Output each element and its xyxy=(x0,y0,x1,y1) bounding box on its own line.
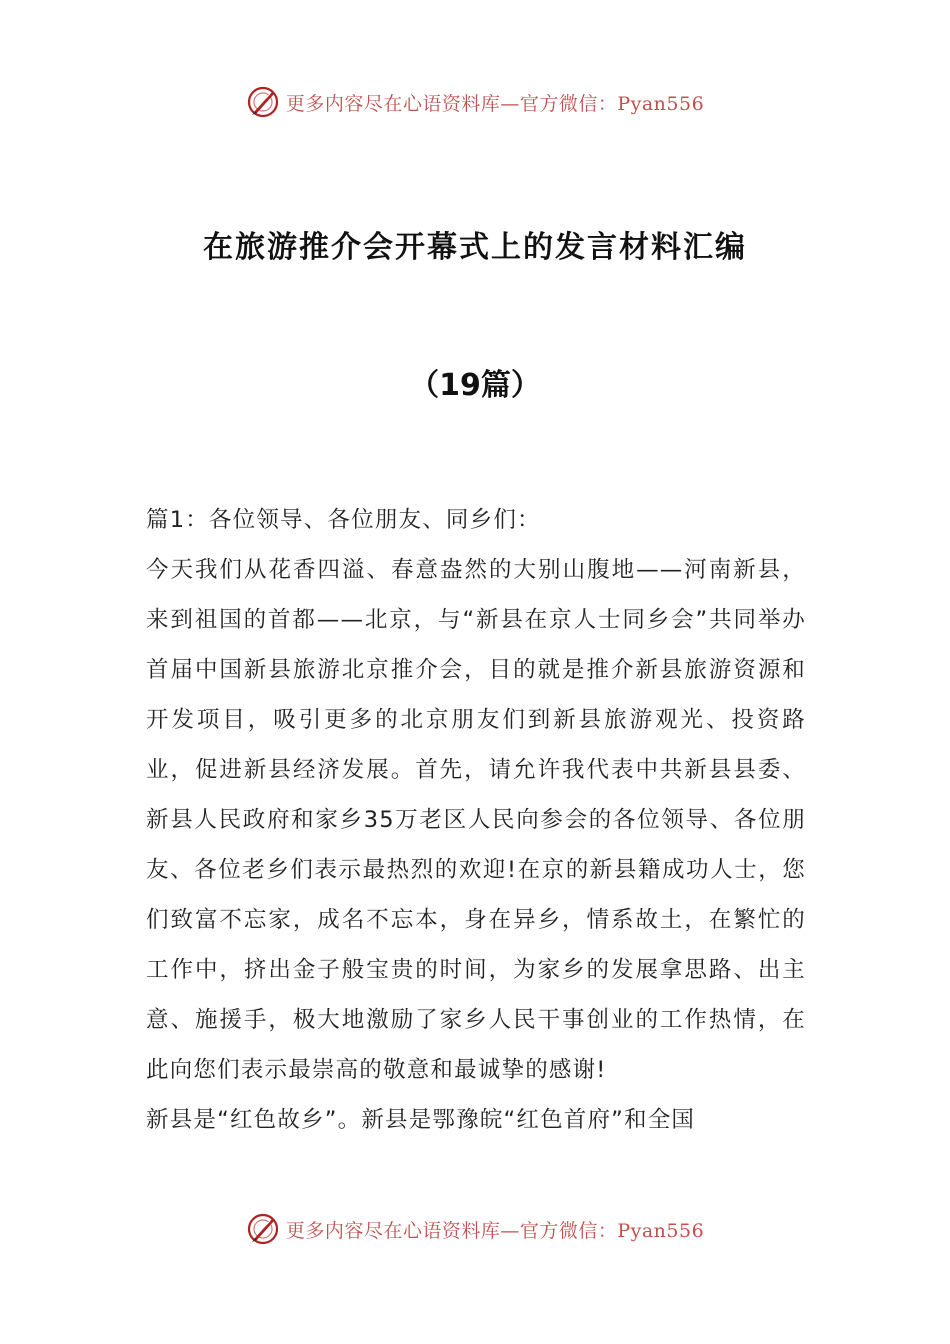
document-body xyxy=(146,495,806,1145)
quill-pen-logo-icon xyxy=(246,1212,280,1246)
body-paragraph: 今天我们从花香四溢、春意盎然的大别山腹地——河南新县，来到祖国的首都——北京，与“新县在京人士同乡会”共同举办首届中国新县旅游北京推介会，目的就是推介新县旅游资源和开发项目，吸引更多的北京朋友们到新县旅游观光、投资路业，促进新县经济发展。首先，请允许我代表中共新县县委、新县人民政府和家乡35万老区人民向参会的各位领导、各位朋友、各位老乡们表示最热烈的欢迎!在京的新县籍成功人士，您们致富不忘家，成名不忘本，身在异乡，情系故土，在繁忙的工作中，挤出金子般宝贵的时间，为家乡的发展拿思路、出主意、施援手，极大地激励了家乡人民干事创业的工作热情，在此向您们表示最崇高的敬意和最诚挚的感谢! xyxy=(146,557,806,1083)
footer-banner-text: 更多内容尽在心语资料库—官方微信：Pyan556 xyxy=(285,1219,705,1242)
header-banner-text: 更多内容尽在心语资料库—官方微信：Pyan556 xyxy=(285,92,705,115)
body-paragraph: 新县是“红色故乡”。新县是鄂豫皖“红色首府”和全国 xyxy=(146,1107,696,1133)
quill-pen-logo-icon xyxy=(246,85,280,119)
body-paragraph: 篇1：各位领导、各位朋友、同乡们： xyxy=(146,507,541,533)
document-title: 在旅游推介会开幕式上的发言材料汇编 xyxy=(203,230,747,265)
footer-banner xyxy=(0,1209,950,1249)
header-banner xyxy=(0,82,950,122)
document-subtitle: （19篇） xyxy=(409,368,541,403)
